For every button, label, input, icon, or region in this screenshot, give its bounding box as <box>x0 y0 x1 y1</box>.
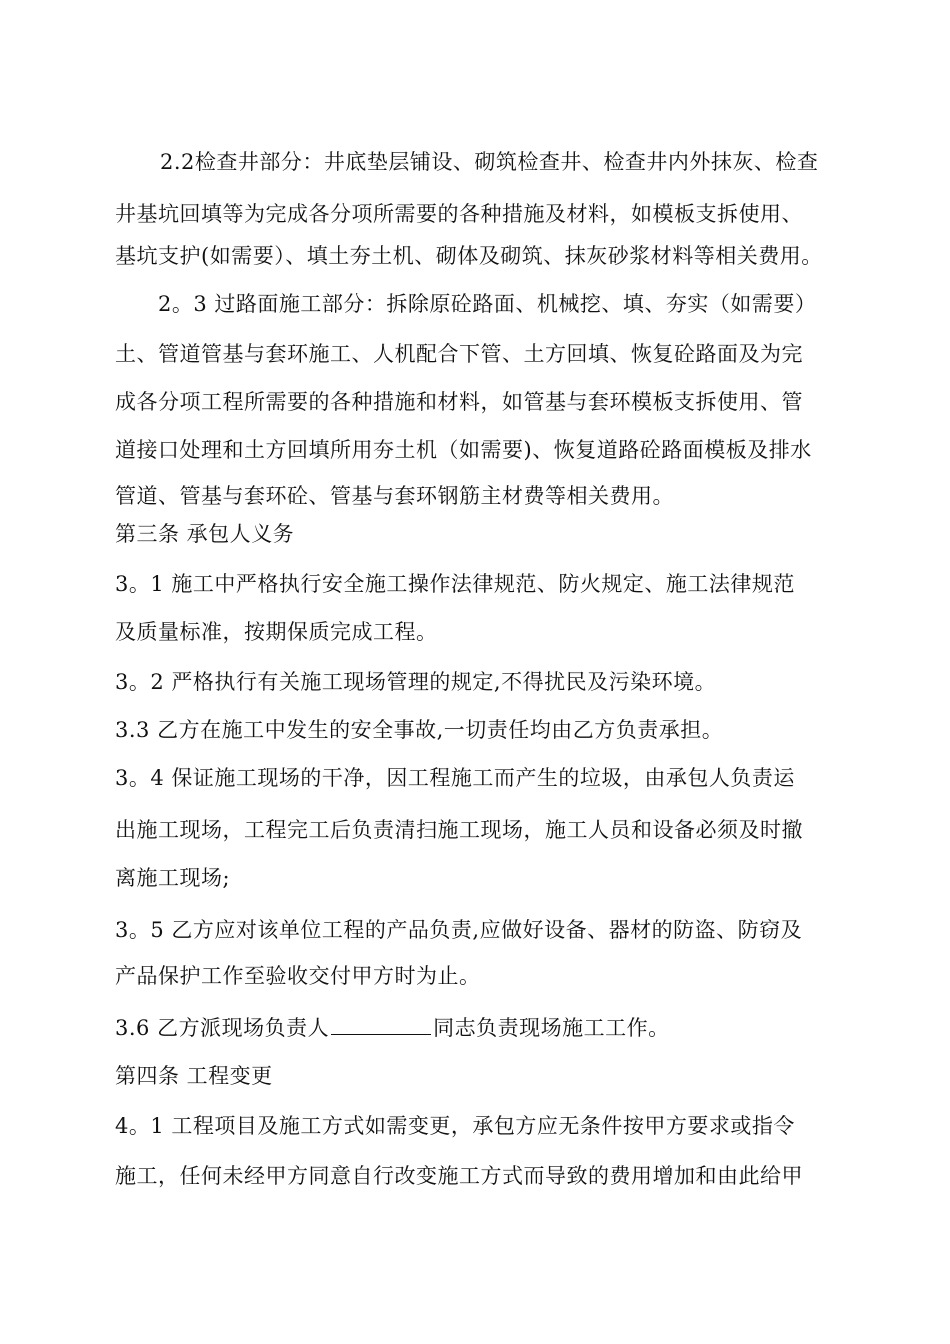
text-line: 土、管道管基与套环施工、人机配合下管、土方回填、恢复砼路面及为完 <box>115 342 803 366</box>
text-line: 产品保护工作至验收交付甲方时为止。 <box>115 964 481 988</box>
line-suffix: 同志负责现场施工工作。 <box>433 1016 670 1040</box>
text-line: 出施工现场，工程完工后负责清扫施工现场，施工人员和设备必须及时撤 <box>115 818 803 842</box>
line-prefix: 3.6 乙方派现场负责人 <box>115 1016 330 1040</box>
text-line-with-blank <box>115 1014 670 1042</box>
text-line: 3。4 保证施工现场的干净，因工程施工而产生的垃圾，由承包人负责运 <box>115 766 795 790</box>
text-line: 3。1 施工中严格执行安全施工操作法律规范、防火规定、施工法律规范 <box>115 572 795 596</box>
text-line: 2。3 过路面施工部分：拆除原砼路面、机械挖、填、夯实（如需要） <box>158 292 817 316</box>
text-line: 离施工现场; <box>115 866 231 890</box>
text-line: 及质量标准，按期保质完成工程。 <box>115 620 438 644</box>
text-line: 管道、管基与套环砼、管基与套环钢筋主材费等相关费用。 <box>115 484 674 508</box>
text-line: 3.3 乙方在施工中发生的安全事故,一切责任均由乙方负责承担。 <box>115 718 724 742</box>
section-heading: 第四条 工程变更 <box>115 1064 273 1088</box>
text-line: 成各分项工程所需要的各种措施和材料，如管基与套环模板支拆使用、管 <box>115 390 803 414</box>
text-line: 基坑支护(如需要）、填土夯土机、砌体及砌筑、抹灰砂浆材料等相关费用。 <box>115 244 823 268</box>
section-heading: 第三条 承包人义务 <box>115 522 295 546</box>
text-line: 4。1 工程项目及施工方式如需变更，承包方应无条件按甲方要求或指令 <box>115 1114 795 1138</box>
text-line: 井基坑回填等为完成各分项所需要的各种措施及材料，如模板支拆使用、 <box>115 202 803 226</box>
text-line: 施工，任何未经甲方同意自行改变施工方式而导致的费用增加和由此给甲 <box>115 1164 803 1188</box>
text-line: 道接口处理和土方回填所用夯土机（如需要)、恢复道路砼路面模板及排水 <box>115 438 812 462</box>
text-line: 3。2 严格执行有关施工现场管理的规定,不得扰民及污染环境。 <box>115 670 717 694</box>
text-line: 3。5 乙方应对该单位工程的产品负责,应做好设备、器材的防盗、防窃及 <box>115 918 803 942</box>
fill-in-blank[interactable] <box>331 1014 431 1035</box>
text-line: 2.2检查井部分：井底垫层铺设、砌筑检查井、检查井内外抹灰、检查 <box>160 150 819 174</box>
